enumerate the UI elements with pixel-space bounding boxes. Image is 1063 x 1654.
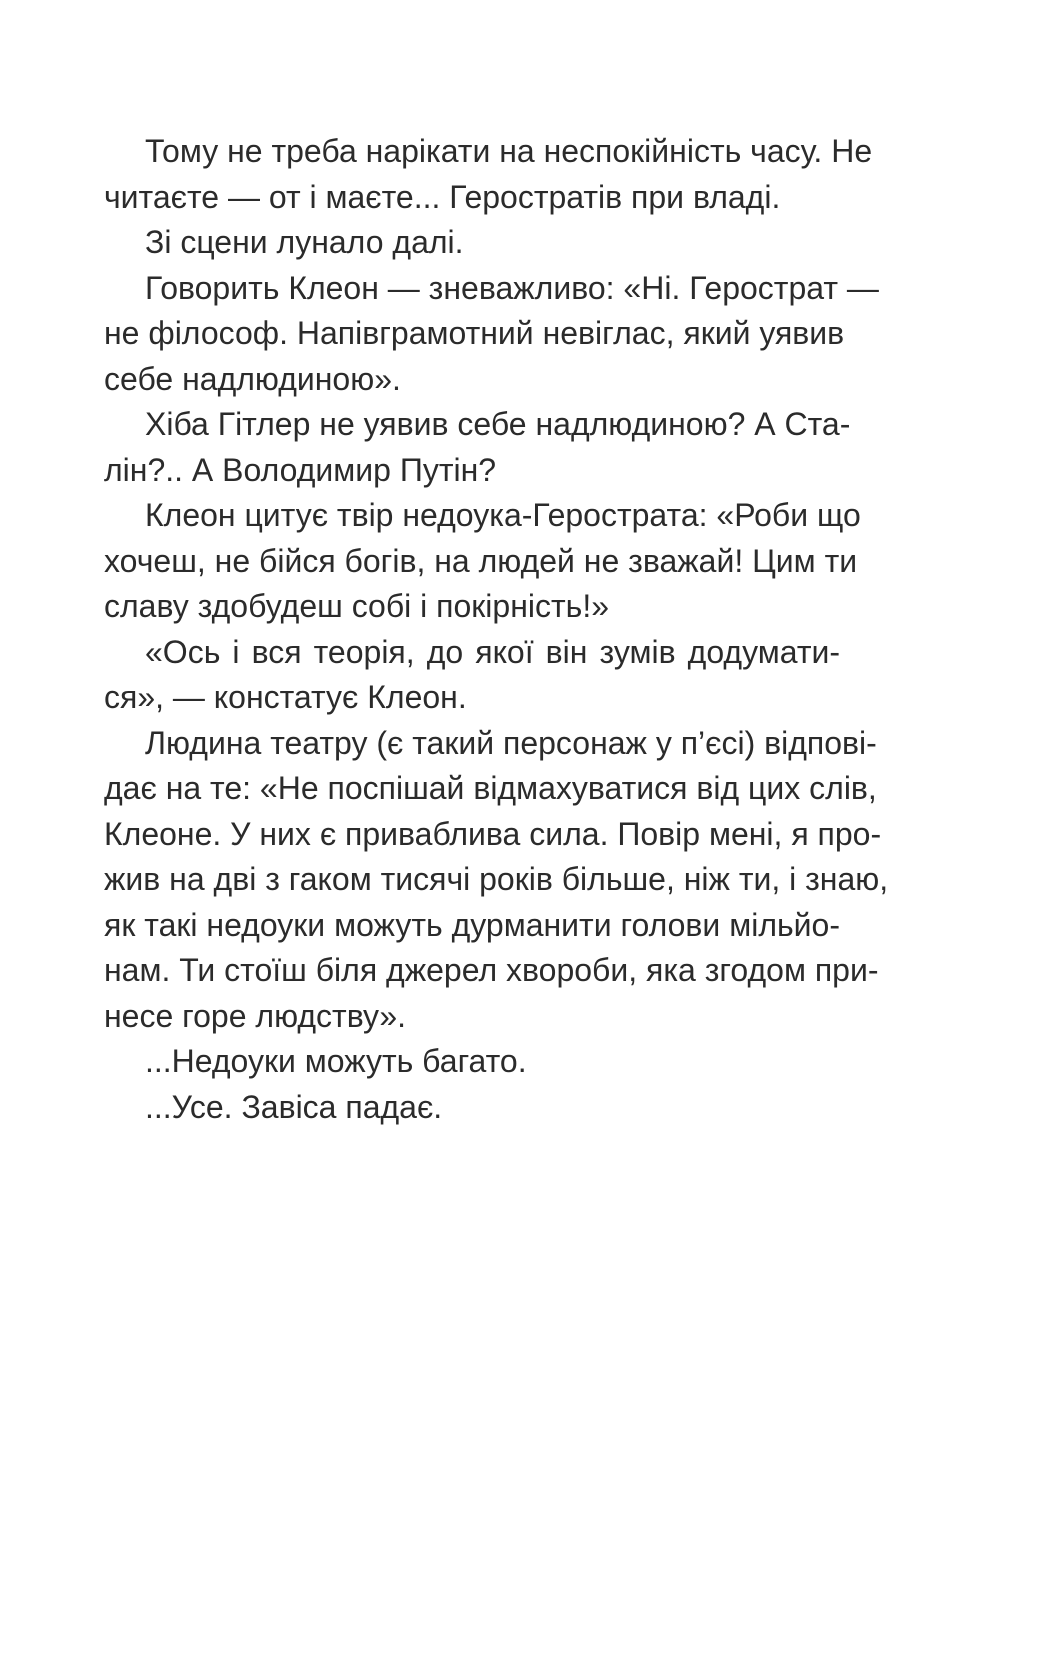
text-line: Хіба Гітлер не уявив себе надлюдиною? А Ста- bbox=[145, 406, 851, 442]
paragraph bbox=[104, 402, 851, 493]
text-line: дає на те: «Не поспішай відмахуватися від цих слів, bbox=[104, 770, 877, 806]
text-line: Людина театру (є такий персонаж у п’єсі) відпові- bbox=[145, 724, 877, 761]
paragraph bbox=[104, 493, 861, 630]
text-line: ...Усе. Завіса падає. bbox=[145, 1088, 443, 1125]
paragraph bbox=[104, 1085, 840, 1131]
text-line: не філософ. Напівграмотний невіглас, який уявив bbox=[104, 315, 845, 351]
text-line: ся», — констатує Клеон. bbox=[104, 679, 467, 715]
text-line: Зі сцени лунало далі. bbox=[145, 224, 464, 260]
text-line: «Ось і вся теорія, до якої він зумів додумати- bbox=[145, 633, 840, 670]
paragraph bbox=[104, 129, 873, 220]
text-line: Клеоне. У них є приваблива сила. Повір мені, я про- bbox=[104, 815, 882, 852]
text-line: жив на дві з гаком тисячі років більше, ніж ти, і знаю, bbox=[104, 861, 889, 897]
text-line: Клеон цитує твір недоука-Герострата: «Роби що bbox=[145, 497, 861, 533]
paragraph bbox=[104, 630, 840, 721]
text-line: лін?.. А Володимир Путін? bbox=[104, 451, 497, 488]
paragraph bbox=[104, 1039, 840, 1085]
text-line: славу здобудеш собі і покірність!» bbox=[104, 588, 609, 624]
page-body bbox=[104, 129, 889, 1130]
text-line: Тому не треба нарікати на неспокійність часу. Не bbox=[145, 133, 873, 169]
paragraph bbox=[104, 266, 879, 403]
text-line: читаєте — от і маєте... Геростратів при владі. bbox=[104, 178, 781, 215]
text-line: несе горе людству». bbox=[104, 997, 407, 1034]
text-line: хочеш, не бійся богів, на людей не зважай! Цим ти bbox=[104, 542, 858, 579]
text-line: себе надлюдиною». bbox=[104, 360, 401, 397]
paragraph bbox=[104, 721, 889, 1040]
paragraph bbox=[104, 220, 840, 266]
text-line: Говорить Клеон — зневажливо: «Ні. Герострат — bbox=[145, 269, 879, 306]
text-line: як такі недоуки можуть дурманити голови мільйо- bbox=[104, 906, 840, 943]
text-line: ...Недоуки можуть багато. bbox=[145, 1043, 527, 1079]
text-line: нам. Ти стоїш біля джерел хвороби, яка згодом при- bbox=[104, 952, 879, 988]
